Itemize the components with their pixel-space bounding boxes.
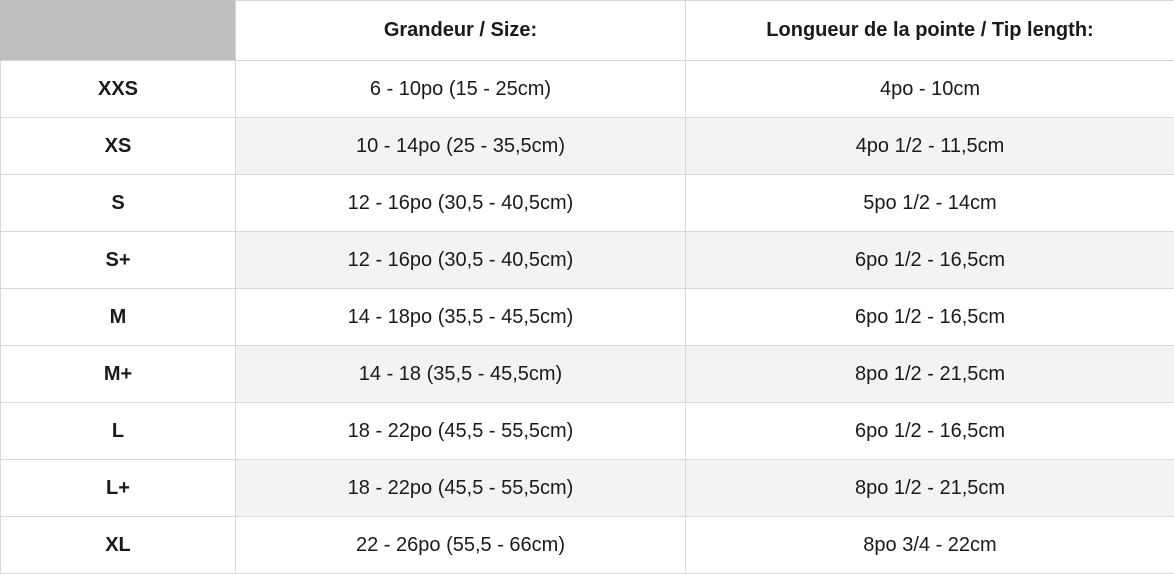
table-body (1, 61, 1174, 574)
row-label-size: XL (1, 517, 236, 574)
row-label-size: L (1, 403, 236, 460)
table-row (1, 175, 1174, 232)
table-header (1, 1, 1174, 61)
cell-size-range: 10 - 14po (25 - 35,5cm) (236, 118, 686, 175)
table-row (1, 118, 1174, 175)
cell-tip-length: 6po 1/2 - 16,5cm (686, 289, 1174, 346)
column-header-size: Grandeur / Size: (236, 1, 686, 61)
row-label-size: M+ (1, 346, 236, 403)
row-label-size: XXS (1, 61, 236, 118)
table-row (1, 232, 1174, 289)
cell-tip-length: 6po 1/2 - 16,5cm (686, 403, 1174, 460)
row-label-size: S (1, 175, 236, 232)
cell-tip-length: 6po 1/2 - 16,5cm (686, 232, 1174, 289)
cell-tip-length: 4po - 10cm (686, 61, 1174, 118)
table-row (1, 403, 1174, 460)
cell-size-range: 12 - 16po (30,5 - 40,5cm) (236, 175, 686, 232)
table-header-row (1, 1, 1174, 61)
cell-size-range: 22 - 26po (55,5 - 66cm) (236, 517, 686, 574)
cell-tip-length: 8po 3/4 - 22cm (686, 517, 1174, 574)
table-corner-cell (1, 1, 236, 61)
table-row (1, 61, 1174, 118)
row-label-size: M (1, 289, 236, 346)
row-label-size: L+ (1, 460, 236, 517)
cell-size-range: 18 - 22po (45,5 - 55,5cm) (236, 460, 686, 517)
row-label-size: XS (1, 118, 236, 175)
table-row (1, 346, 1174, 403)
cell-size-range: 14 - 18 (35,5 - 45,5cm) (236, 346, 686, 403)
cell-tip-length: 8po 1/2 - 21,5cm (686, 346, 1174, 403)
cell-size-range: 12 - 16po (30,5 - 40,5cm) (236, 232, 686, 289)
cell-tip-length: 5po 1/2 - 14cm (686, 175, 1174, 232)
cell-tip-length: 4po 1/2 - 11,5cm (686, 118, 1174, 175)
table-row (1, 517, 1174, 574)
row-label-size: S+ (1, 232, 236, 289)
cell-size-range: 6 - 10po (15 - 25cm) (236, 61, 686, 118)
table-row (1, 460, 1174, 517)
table-row (1, 289, 1174, 346)
column-header-tip-length: Longueur de la pointe / Tip length: (686, 1, 1174, 61)
cell-size-range: 18 - 22po (45,5 - 55,5cm) (236, 403, 686, 460)
cell-tip-length: 8po 1/2 - 21,5cm (686, 460, 1174, 517)
cell-size-range: 14 - 18po (35,5 - 45,5cm) (236, 289, 686, 346)
